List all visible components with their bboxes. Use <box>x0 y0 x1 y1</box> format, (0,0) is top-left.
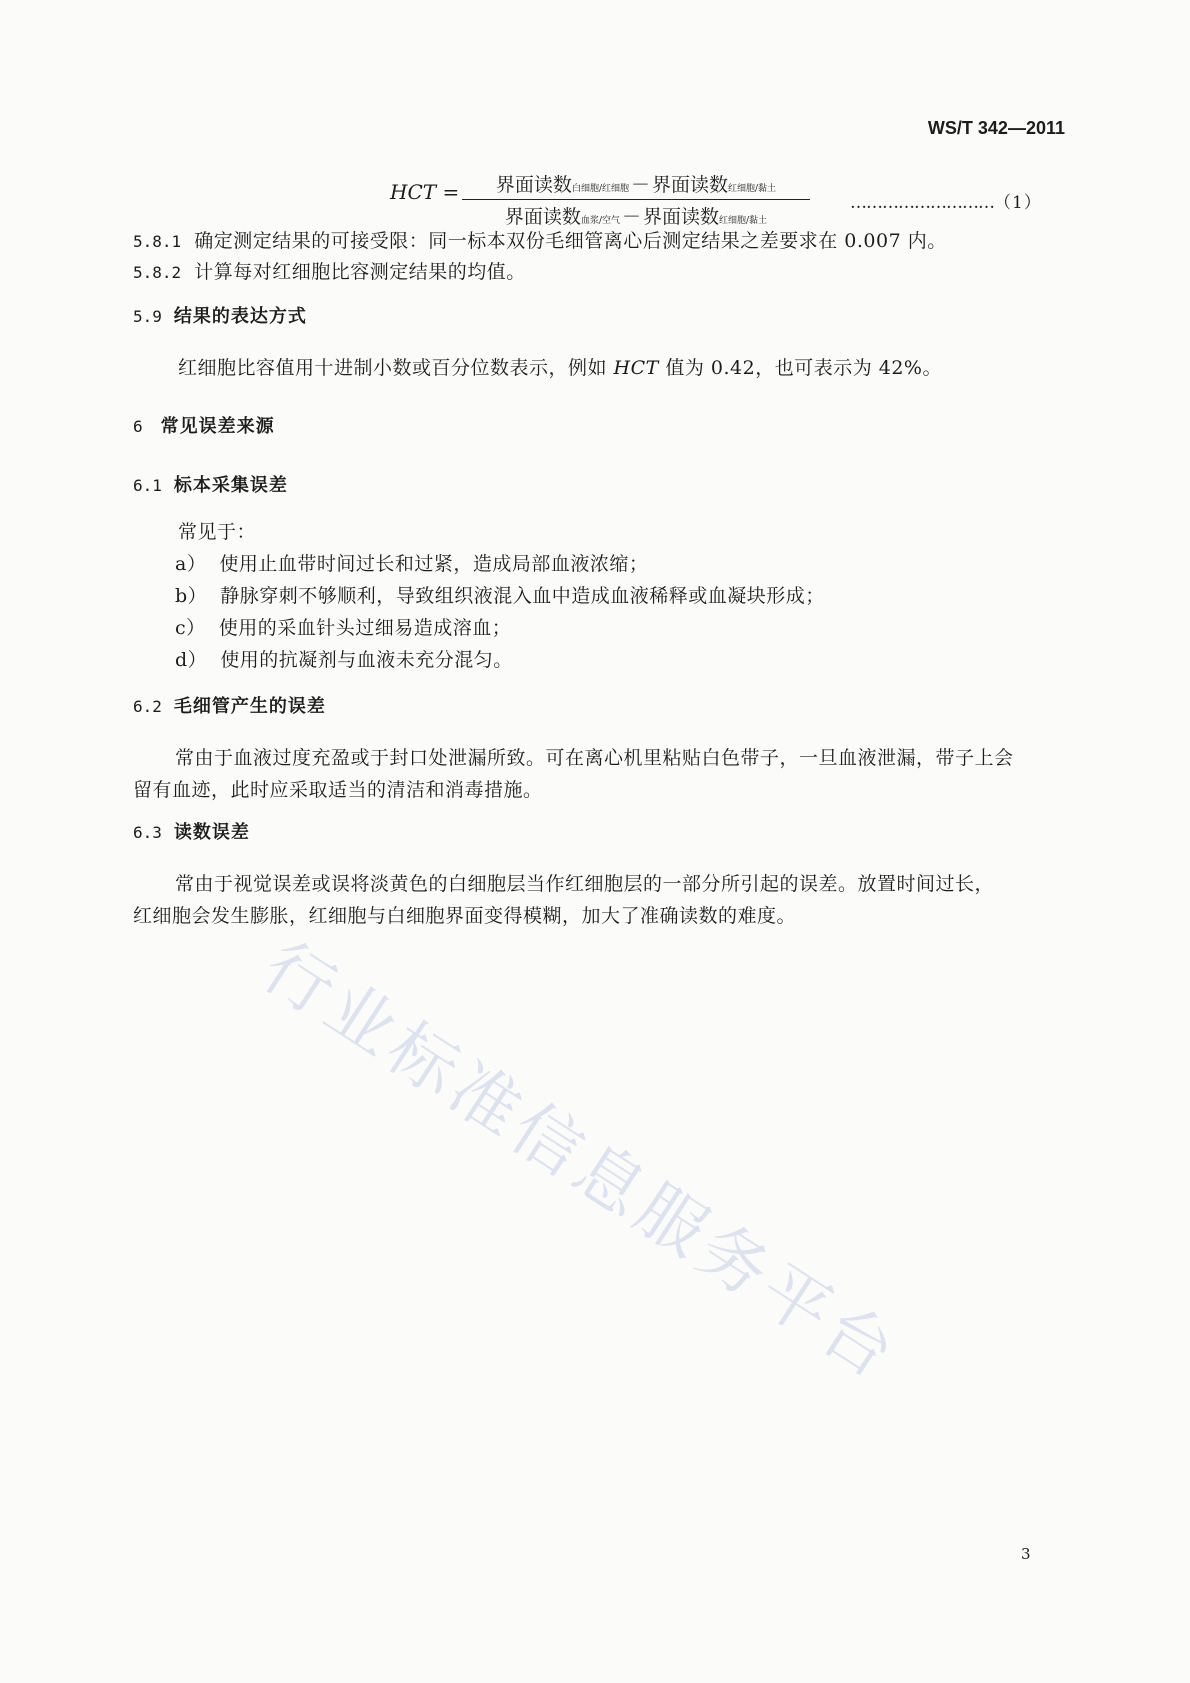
formula-number: ………………………（1） <box>850 193 1042 213</box>
watermark: 行业标准信息服务平台 <box>248 927 913 1397</box>
list-item-c: c） 使用的采血针头过细易造成溶血； <box>175 617 512 639</box>
formula-numerator: 界面读数白细胞/红细胞 － 界面读数红细胞/黏土 <box>462 170 810 200</box>
clause-5-8-1: 5.8.1 确定测定结果的可接受限：同一标本双份毛细管离心后测定结果之差要求在 0.007 内。 <box>133 230 947 252</box>
paragraph-5-9: 红细胞比容值用十进制小数或百分位数表示，例如 HCT 值为 0.42，也可表示为 42%。 <box>178 357 942 379</box>
formula-denominator: 界面读数血浆/空气 － 界面读数红细胞/黏土 <box>504 206 768 228</box>
paragraph-6-2-line2: 留有血迹，此时应采取适当的清洁和消毒措施。 <box>133 779 543 801</box>
page-number: 3 <box>1021 1545 1031 1563</box>
clause-5-8-2: 5.8.2 计算每对红细胞比容测定结果的均值。 <box>133 261 526 283</box>
heading-6-1: 6.1 标本采集误差 <box>133 475 288 495</box>
paragraph-6-3-line2: 红细胞会发生膨胀，红细胞与白细胞界面变得模糊，加大了准确读数的难度。 <box>133 905 797 927</box>
standard-number: WS/T 342—2011 <box>927 118 1065 138</box>
paragraph-6-3-line1: 常由于视觉误差或误将淡黄色的白细胞层当作红细胞层的一部分所引起的误差。放置时间过长， <box>175 873 995 895</box>
heading-5-9: 5.9 结果的表达方式 <box>133 306 307 326</box>
heading-6: 6 常见误差来源 <box>133 416 275 436</box>
list-item-b: b） 静脉穿刺不够顺利，导致组织液混入血中造成血液稀释或血凝块形成； <box>175 585 825 607</box>
paragraph-6-2-line1: 常由于血液过度充盈或于封口处泄漏所致。可在离心机里粘贴白色带子，一旦血液泄漏，带子上会 <box>175 747 1014 769</box>
heading-6-2: 6.2 毛细管产生的误差 <box>133 696 326 716</box>
intro-6-1: 常见于： <box>178 521 257 543</box>
formula-fraction <box>462 170 810 229</box>
hct-formula <box>390 170 840 228</box>
list-item-d: d） 使用的抗凝剂与血液未充分混匀。 <box>175 649 513 671</box>
heading-6-3: 6.3 读数误差 <box>133 822 250 842</box>
list-item-a: a） 使用止血带时间过长和过紧，造成局部血液浓缩； <box>175 553 649 575</box>
formula-lhs: HCT = <box>390 180 460 204</box>
